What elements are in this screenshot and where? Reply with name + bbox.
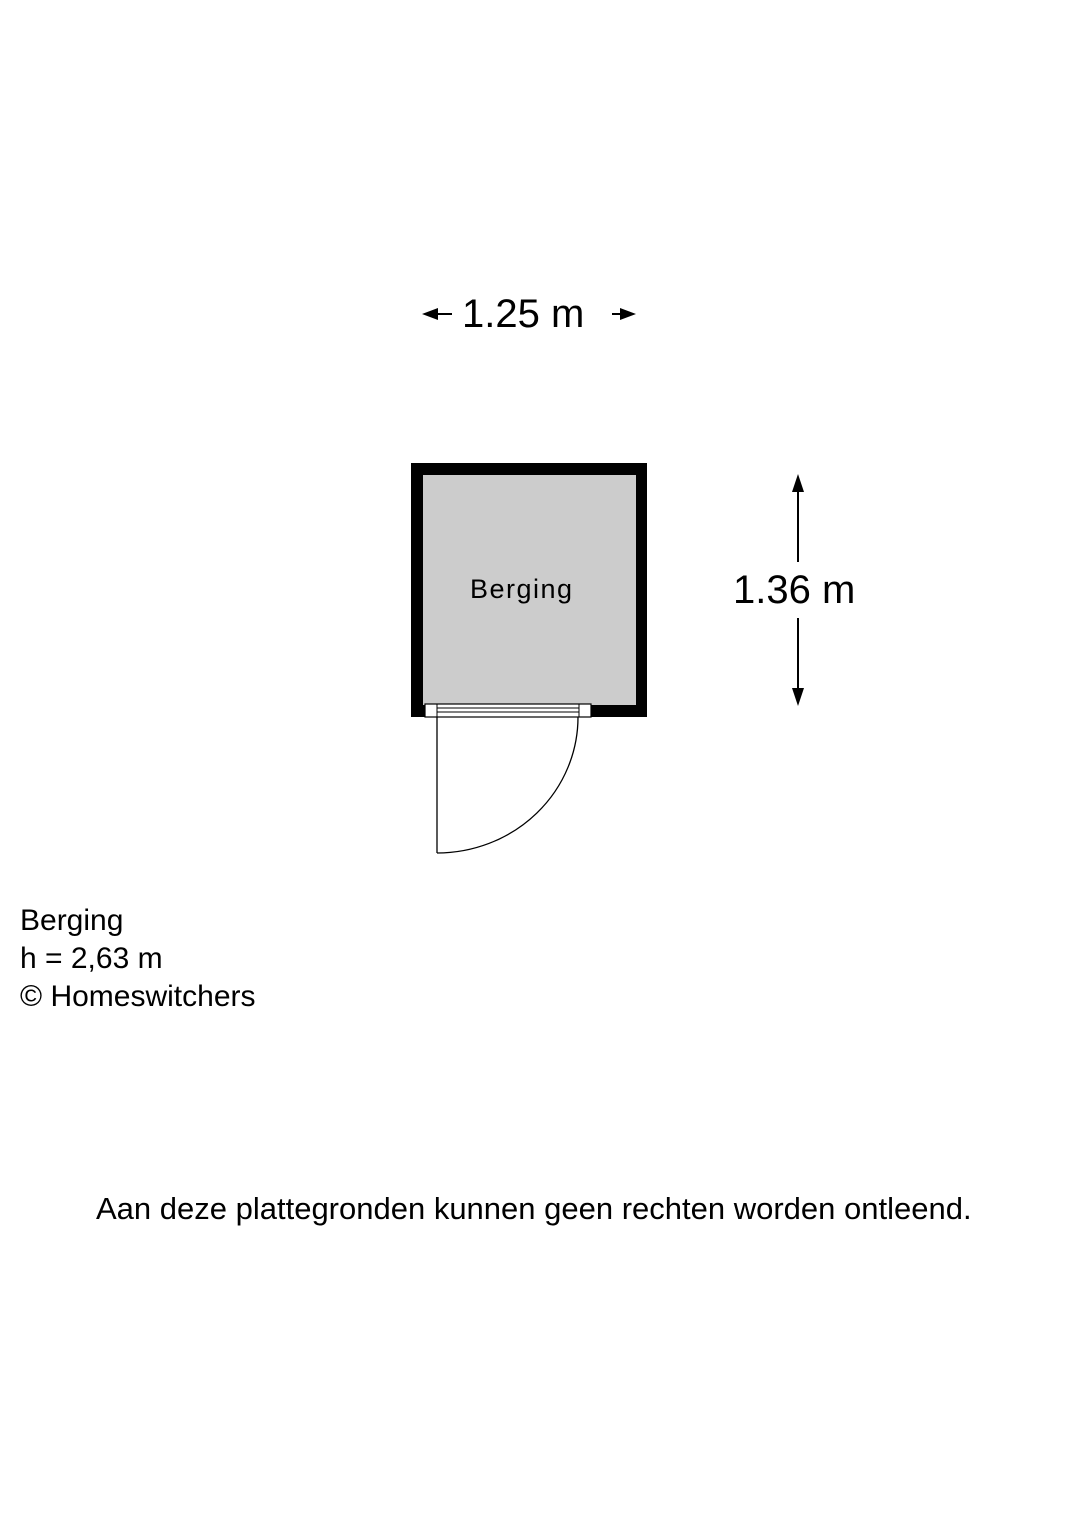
door xyxy=(425,704,591,853)
room-info xyxy=(20,902,256,1016)
width-dimension-label: 1.25 m xyxy=(462,292,585,336)
height-dimension-label: 1.36 m xyxy=(733,568,856,612)
disclaimer: Aan deze plattegronden kunnen geen rechten worden ontleend. xyxy=(96,1191,972,1226)
room-name: Berging xyxy=(20,904,124,937)
ceiling-height: h = 2,63 m xyxy=(20,942,163,975)
copyright: © Homeswitchers xyxy=(20,980,256,1013)
room-label: Berging xyxy=(470,574,574,604)
